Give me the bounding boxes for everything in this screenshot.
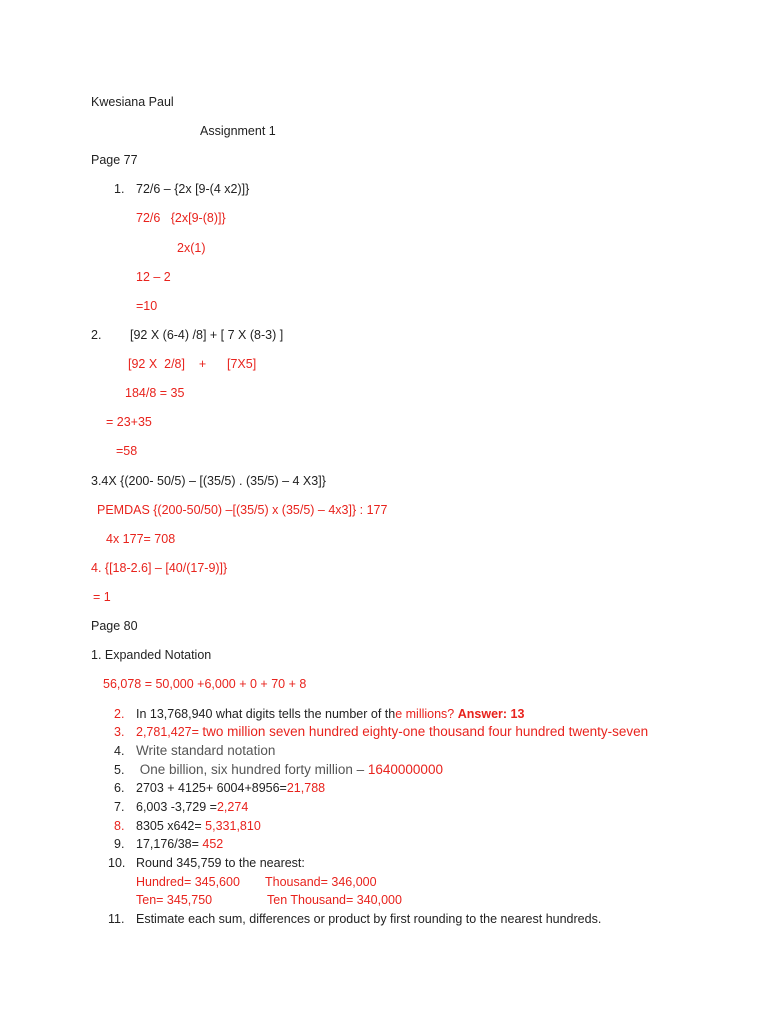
problem-1-work-3: 12 – 2	[136, 270, 171, 284]
question-3-text: 2,781,427=	[136, 725, 203, 739]
question-2-text-end: e millions?	[395, 707, 458, 721]
question-3-number: 3.	[114, 725, 125, 739]
question-2-text: In 13,768,940 what digits tells the number of th	[136, 707, 396, 721]
problem-3-work-1: PEMDAS {(200-50/50) –[(35/5) x (35/5) – 4x3]} : 177	[97, 503, 388, 517]
question-9-answer: 452	[202, 837, 224, 851]
problem-3-text: 3.4X {(200- 50/5) – [(35/5) . (35/5) – 4 X3]}	[91, 474, 326, 488]
question-6-number: 6.	[114, 781, 125, 795]
question-2-line	[136, 706, 524, 722]
round-hundred-answer: Hundred= 345,600	[136, 875, 240, 889]
question-10-text: Round 345,759 to the nearest:	[136, 856, 305, 870]
question-7-line	[136, 799, 248, 815]
question-2-number: 2.	[114, 707, 125, 721]
problem-1-work-1: 72/6 {2x[9-(8)]}	[136, 211, 226, 225]
question-7-text: 6,003 -3,729 =	[136, 800, 217, 814]
question-7-answer: 2,274	[216, 800, 249, 814]
question-6-line	[136, 780, 325, 796]
question-10-number: 10.	[108, 856, 126, 870]
problem-4-text: 4. {[18-2.6] – [40/(17-9)]}	[91, 561, 228, 575]
student-name: Kwesiana Paul	[91, 95, 174, 109]
problem-2-work-1: [92 X 2/8] + [7X5]	[128, 357, 257, 371]
round-ten-thousand-answer: Ten Thousand= 340,000	[267, 893, 402, 907]
question-1-answer: 56,078 = 50,000 +6,000 + 0 + 70 + 8	[103, 677, 307, 691]
assignment-title: Assignment 1	[200, 124, 276, 138]
question-5-line	[136, 762, 443, 778]
question-5-text: One billion, six hundred forty million –	[136, 762, 368, 777]
problem-1-number: 1.	[114, 182, 125, 196]
question-9-text: 17,176/38=	[136, 837, 203, 851]
question-11-number: 11.	[108, 912, 125, 926]
problem-3-answer: 4x 177= 708	[106, 532, 176, 546]
question-8-number: 8.	[114, 819, 125, 833]
problem-1-text: 72/6 – {2x [9-(4 x2)]}	[136, 182, 250, 196]
question-11-text: Estimate each sum, differences or product by first rounding to the nearest hundreds.	[136, 912, 602, 926]
problem-2-work-3: = 23+35	[106, 415, 152, 429]
question-6-text: 2703 + 4125+ 6004+8956=	[136, 781, 287, 795]
problem-2-number: 2.	[91, 328, 102, 342]
question-5-number: 5.	[114, 763, 125, 777]
question-7-number: 7.	[114, 800, 125, 814]
problem-4-answer: = 1	[93, 590, 111, 604]
question-6-answer: 21,788	[286, 781, 326, 795]
question-8-line	[136, 818, 261, 834]
question-4-number: 4.	[114, 744, 125, 758]
question-5-answer: 1640000000	[367, 762, 443, 777]
question-3-answer: two million seven hundred eighty-one thousand four hundred twenty-seven	[202, 724, 649, 739]
question-8-text: 8305 x642=	[136, 819, 206, 833]
problem-2-answer: =58	[116, 444, 138, 458]
question-3-line	[136, 724, 648, 740]
problem-2-work-2: 184/8 = 35	[125, 386, 185, 400]
question-2-answer: Answer: 13	[457, 707, 525, 721]
round-ten-answer: Ten= 345,750	[136, 893, 213, 907]
question-4-text: Write standard notation	[136, 743, 276, 758]
question-8-answer: 5,331,810	[205, 819, 261, 833]
page-77-heading: Page 77	[91, 153, 138, 167]
round-thousand-answer: Thousand= 346,000	[265, 875, 377, 889]
question-1-text: 1. Expanded Notation	[91, 648, 212, 662]
question-9-number: 9.	[114, 837, 125, 851]
page-80-heading: Page 80	[91, 619, 138, 633]
problem-2-text: [92 X (6-4) /8] + [ 7 X (8-3) ]	[130, 328, 284, 342]
problem-1-work-2: 2x(1)	[177, 241, 206, 255]
question-9-line	[136, 836, 223, 852]
problem-1-answer: =10	[136, 299, 158, 313]
